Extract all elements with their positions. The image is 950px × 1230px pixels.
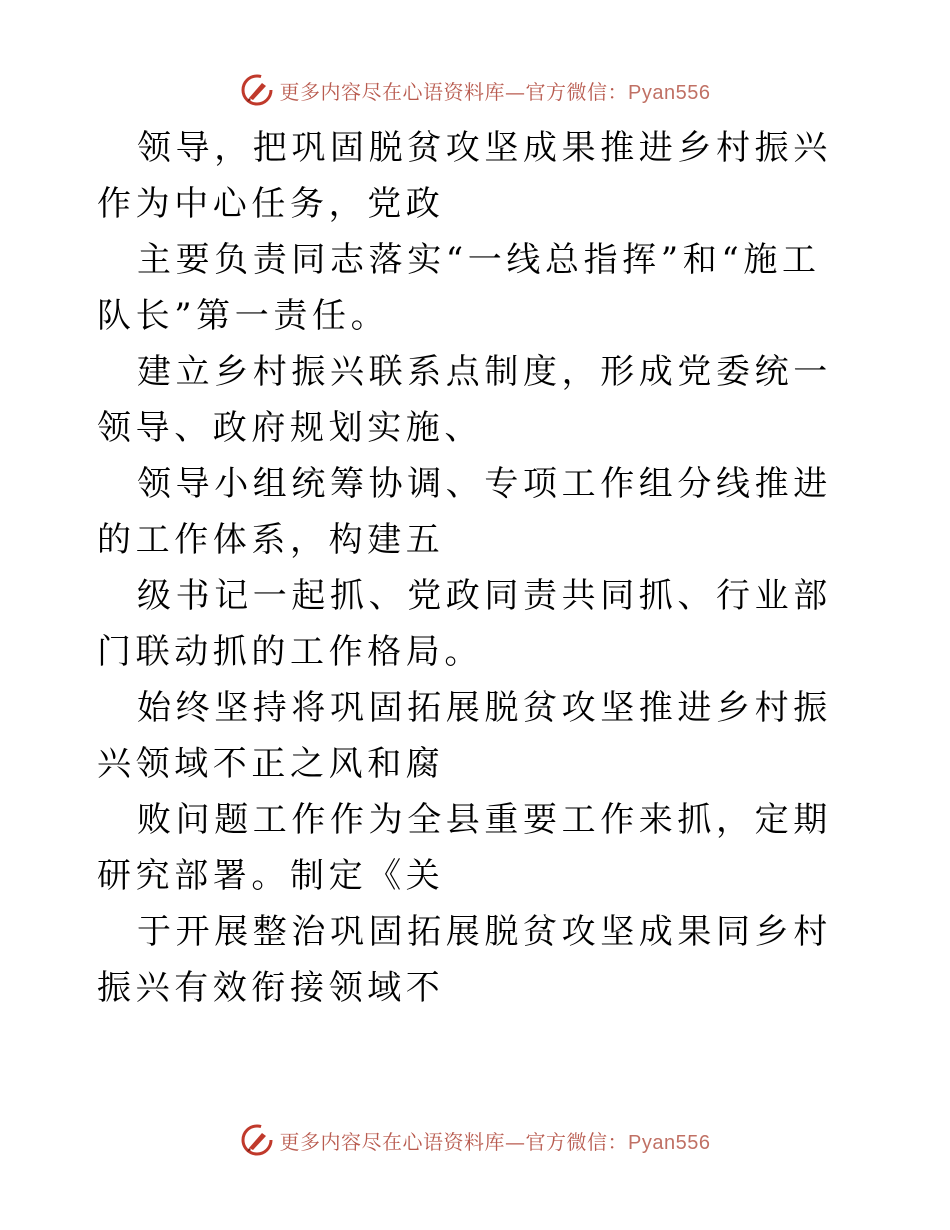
document-body	[97, 120, 857, 1016]
pen-circle-logo-icon	[240, 1123, 274, 1157]
header-watermark	[0, 70, 950, 110]
paragraph: 于开展整治巩固拓展脱贫攻坚成果同乡村振兴有效衔接领域不	[97, 912, 832, 1008]
watermark-text: 更多内容尽在心语资料库—官方微信：Pyan556	[279, 79, 711, 104]
paragraph: 级书记一起抓、党政同责共同抓、行业部门联动抓的工作格局。	[97, 576, 832, 672]
paragraph: 主要负责同志落实“一线总指挥”和“施工队长”第一责任。	[97, 240, 821, 336]
footer-watermark	[0, 1120, 950, 1160]
paragraph: 败问题工作作为全县重要工作来抓，定期研究部署。制定《关	[97, 800, 832, 896]
paragraph: 领导，把巩固脱贫攻坚成果推进乡村振兴作为中心任务，党政	[97, 128, 832, 224]
paragraph: 建立乡村振兴联系点制度，形成党委统一领导、政府规划实施、	[97, 352, 832, 448]
paragraph: 领导小组统筹协调、专项工作组分线推进的工作体系，构建五	[97, 464, 832, 560]
watermark-text: 更多内容尽在心语资料库—官方微信：Pyan556	[279, 1129, 711, 1154]
pen-circle-logo-icon	[240, 73, 274, 107]
paragraph: 始终坚持将巩固拓展脱贫攻坚推进乡村振兴领域不正之风和腐	[97, 688, 832, 784]
